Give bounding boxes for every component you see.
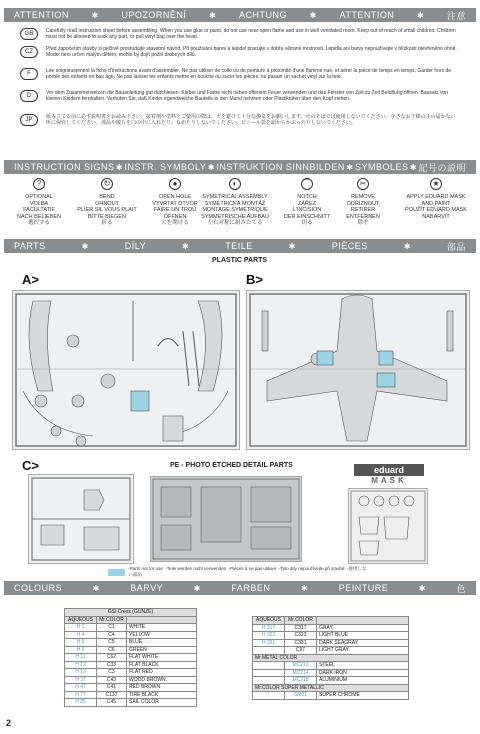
color-row xyxy=(253,639,409,647)
star-separator-icon: ✱ xyxy=(207,162,215,172)
star-separator-icon: ✱ xyxy=(288,241,296,251)
sprue-c xyxy=(28,474,134,564)
color-row xyxy=(65,684,197,692)
colours-label: 色 xyxy=(456,583,466,594)
color-row xyxy=(65,646,197,654)
color-name: GRAY xyxy=(317,624,409,632)
parts-band xyxy=(4,239,476,253)
instruction-sign-label: APPLY EDUARD MASK AND PAINT POUŽÍT EDUARD MASK NABARVIT xyxy=(405,194,467,220)
color-row xyxy=(65,669,197,677)
color-name: YELLOW xyxy=(127,631,197,639)
star-separator-icon: ✱ xyxy=(182,241,190,251)
language-row xyxy=(20,46,460,58)
color-row xyxy=(253,647,409,655)
color-row xyxy=(65,654,197,662)
color-name: SUPER CHROME xyxy=(317,692,409,700)
attention-band xyxy=(4,8,476,22)
colours-label: BARVY xyxy=(130,583,164,593)
color-name: ALUMINIUM xyxy=(317,677,409,685)
color-name: TIRE BLACK xyxy=(127,691,197,699)
star-separator-icon: ✱ xyxy=(81,241,89,251)
color-row xyxy=(253,662,409,670)
sprue-label-a: A> xyxy=(22,272,39,287)
mr-color-header: Mr.COLOR xyxy=(97,616,127,624)
aqueous-code: H 85 xyxy=(65,699,97,707)
language-warning-text: Lire soigneusement la fiche d'instructions avant d'assembler. Ne pas utiliser de colle ou de peinture à proximité d'une flamme nue, et aérer la pièce de temps en temps. Garder hors de portée des enfants en bas âge. Ne pas laisser les enfants mettre en bouche ou sucer les pièces, ou passer un sachet vinyl sur la tete. xyxy=(46,68,452,80)
color-name: DARK IRON xyxy=(317,669,409,677)
aqueous-code: H 37 xyxy=(65,676,97,684)
language-warning-text: Carefully read instruction sheet before assembling. When you use glue or paint, do not use near open flame and use in well ventilated room. Keep out of reach of small children. Children must not be allowed to suck any part, or pull vinyl bag over the head. xyxy=(46,28,456,40)
color-row xyxy=(253,624,409,632)
signs-label: 記号の説明 xyxy=(418,162,466,173)
color-table-left xyxy=(64,608,197,707)
aqueous-code xyxy=(253,677,285,685)
instruction-sign-icon: ↻ xyxy=(101,178,113,190)
unused-parts-text: -Parts not for use. -Teile werden nicht verwenden. -Pièces à ne pas utiliser. -Tyto díly nepoužívejte při stavbě. -使用しない部品 xyxy=(128,566,367,577)
color-name: FLAT WHITE xyxy=(127,654,197,662)
star-separator-icon: ✱ xyxy=(115,162,124,172)
sprue-label-b: B> xyxy=(246,272,263,287)
color-name: DARK SEAGRAY xyxy=(317,639,409,647)
mr-color-code: SM01 xyxy=(285,692,317,700)
sprue-b xyxy=(246,290,470,450)
color-name: LIGHT BLUE xyxy=(317,632,409,640)
color-name: BLUE xyxy=(127,639,197,647)
mr-color-code: C317 xyxy=(285,624,317,632)
aqueous-code: H 13 xyxy=(65,669,97,677)
mr-color-code: MC213 xyxy=(285,662,317,670)
parts-label: PIÈCES xyxy=(331,241,368,251)
mr-color-code: C331 xyxy=(285,639,317,647)
attention-label: ACHTUNG xyxy=(238,10,287,20)
parts-legend xyxy=(108,568,370,576)
instruction-sign-icon: ● xyxy=(169,178,181,190)
star-separator-icon: ✱ xyxy=(209,10,217,20)
aqueous-code xyxy=(253,662,285,670)
parts-label: TEILE xyxy=(225,241,253,251)
instruction-sign xyxy=(396,178,476,220)
mask-brand: eduard xyxy=(354,464,424,476)
star-separator-icon: ✱ xyxy=(418,583,426,593)
attention-label: ATTENTION xyxy=(339,10,395,20)
mr-color-code: C1 xyxy=(97,624,127,632)
language-row xyxy=(20,114,460,126)
star-separator-icon: ✱ xyxy=(309,10,317,20)
color-name: WHITE xyxy=(127,624,197,632)
mr-color-code: C41 xyxy=(97,684,127,692)
color-name: SAIL COLOR xyxy=(127,699,197,707)
aqueous-header-right: AQUEOUS xyxy=(253,617,285,625)
color-row xyxy=(65,624,197,632)
aqueous-header: AQUEOUS xyxy=(65,616,97,624)
instruction-signs-band xyxy=(4,160,476,174)
language-row xyxy=(20,90,460,102)
color-row xyxy=(65,691,197,699)
aqueous-code xyxy=(253,647,285,655)
color-table-right xyxy=(252,616,409,700)
mask-sheet xyxy=(348,488,428,564)
mr-color-header-right: Mr.COLOR xyxy=(285,617,317,625)
color-name: LIGHT GRAY xyxy=(317,647,409,655)
star-separator-icon: ✱ xyxy=(409,162,418,172)
unused-parts-swatch xyxy=(108,569,125,576)
parts-label: PARTS xyxy=(14,241,46,251)
language-row xyxy=(20,68,460,80)
mr-color-code: C137 xyxy=(97,691,127,699)
mr-color-code: C33 xyxy=(97,661,127,669)
instruction-sign xyxy=(4,178,74,227)
aqueous-code: H 4 xyxy=(65,631,97,639)
color-row xyxy=(65,699,197,707)
language-code-badge: F xyxy=(20,68,38,80)
aqueous-code: H 331 xyxy=(253,639,285,647)
language-warning-text: Vor dem Zusammensetzen die Bauanleitung gut durchlesen. Kleber und Farbe nicht neben offenem Feuer verwenden und das Fenster von Zeit zu Zeit Belüftung öffnen. Bausatz von kleinen Kindern fernhalten. Verhüten Sie, daß Kinder irgendwelche Bauteile in den Mund nehmen oder Plastiktüten über den Kopf ziehen. xyxy=(46,90,449,102)
attention-label: 注意 xyxy=(446,10,466,21)
aqueous-code: H 5 xyxy=(65,639,97,647)
color-row xyxy=(65,661,197,669)
color-name: STEEL xyxy=(317,662,409,670)
color-row xyxy=(65,676,197,684)
sprue-a xyxy=(12,290,240,450)
instruction-sign-label: REMOVE ODŘÍZNOUT RETIRER ENTFERNEN 除ぞ xyxy=(346,194,380,226)
color-row xyxy=(253,692,409,700)
instruction-sign-label: BEND OHNOUT PLIER SIL VOUS PLAIT BITTE BIEGEN 折る xyxy=(77,194,137,226)
color-name: WOOD BROWN xyxy=(127,676,197,684)
gsi-title: GSi Creos (GUNZE) xyxy=(65,609,197,617)
mr-color-code: MC218 xyxy=(285,677,317,685)
instruction-sign-label: OPTIONAL VOLBA FACULTATIF NACH BELIEBEN 選択する xyxy=(16,194,61,226)
instruction-sign-label: NOTCH ZÁŘEZ L'INCISION DER EINSCHNITT 切る xyxy=(283,194,331,226)
mr-color-code: C45 xyxy=(97,699,127,707)
mr-color-code: C6 xyxy=(97,646,127,654)
signs-label: SYMBOLES xyxy=(354,162,409,172)
instruction-sign xyxy=(328,178,398,227)
aqueous-code: H 6 xyxy=(65,646,97,654)
signs-label: INSTRUCTION SIGNS xyxy=(14,162,115,172)
signs-label: INSTRUKTION SINNBILDEN xyxy=(216,162,345,172)
parts-label: DÍLY xyxy=(124,241,147,251)
language-code-badge: GB xyxy=(20,28,38,40)
color-name: RED BROWN xyxy=(127,684,197,692)
color-name: FLAT RED xyxy=(127,669,197,677)
mr-color-code: C3 xyxy=(97,669,127,677)
instruction-sign-icon: ✂ xyxy=(357,178,369,190)
language-warning-text: 組み立てる前に必ず説明書をお読み下さい。接着剤や塗料をご使用の際は、火を避けて十分な換気をお願いします。火のそばでは使用しないでください。小さなお子様の手の届かない所に保管してください。部品や破片を口の中に入れたり、なめたりしないでください。ビニール袋を頭からかぶったりしないでください。 xyxy=(46,114,456,126)
language-row xyxy=(20,28,460,40)
attention-label: ATTENTION xyxy=(14,10,69,20)
mr-color-code: C97 xyxy=(285,647,317,655)
plastic-parts-title: PLASTIC PARTS xyxy=(212,257,268,264)
star-separator-icon: ✱ xyxy=(417,10,425,20)
aqueous-code: H 12 xyxy=(65,661,97,669)
instruction-sign-icon: ⌒ xyxy=(303,179,311,188)
language-code-badge: JP xyxy=(20,114,38,126)
mr-color-code: MC214 xyxy=(285,669,317,677)
color-section-title: Mr.METAL COLOR xyxy=(253,654,409,662)
color-section-title: Mr.COLOR SUPER METALLIC xyxy=(253,684,409,692)
star-separator-icon: ✱ xyxy=(91,10,99,20)
page-number: 2 xyxy=(6,718,12,728)
language-code-badge: D xyxy=(20,90,38,102)
pe-fret xyxy=(150,476,302,562)
colours-label: PEINTURE xyxy=(338,583,389,593)
instruction-sign-icon: ◐ xyxy=(229,178,241,190)
aqueous-code xyxy=(253,692,285,700)
instruction-sign-label: SYMETRICAL ASSEMBLY SYMETRICKÁ MONTÁŽ MONTAGE SYMÉTRIQUE SYMMETRISCHE AUFBAU 左右対称に組みたてる xyxy=(201,194,269,226)
signs-label: INSTR. SYMBOLY xyxy=(124,162,207,172)
star-separator-icon: ✱ xyxy=(300,583,309,593)
color-row xyxy=(65,639,197,647)
colours-band xyxy=(4,581,476,595)
aqueous-code: H 77 xyxy=(65,691,97,699)
mr-color-code: C62 xyxy=(97,654,127,662)
pe-title: PE - PHOTO ETCHED DETAIL PARTS xyxy=(170,462,293,469)
mask-label: MASK xyxy=(371,476,407,485)
parts-label: 部品 xyxy=(446,241,466,252)
color-row xyxy=(253,632,409,640)
language-warning-text: Před započetím stavby si pečlivě prostudujte stavební návod. Při používání barev a lepidel pracujte v dobře větrané místnosti. Lepidla ani barvy nepoužívejte v blízkosti otevřeného ohně. Model není určen malým dětem, mohlo by dojít požití drobných dílů. xyxy=(46,46,457,58)
mr-color-code: C5 xyxy=(97,639,127,647)
instruction-sign xyxy=(72,178,142,227)
attention-label: UPOZORNĚNÍ xyxy=(121,10,187,20)
colours-label: FARBEN xyxy=(231,583,271,593)
aqueous-code: H 11 xyxy=(65,654,97,662)
color-name: GREEN xyxy=(127,646,197,654)
color-row xyxy=(253,669,409,677)
aqueous-code: H 1 xyxy=(65,624,97,632)
instruction-sign-icon: ? xyxy=(33,178,45,190)
colours-label: COLOURS xyxy=(14,583,63,593)
instruction-sign xyxy=(200,178,270,227)
mr-color-code: C43 xyxy=(97,676,127,684)
star-separator-icon: ✱ xyxy=(403,241,411,251)
mr-color-code: C4 xyxy=(97,631,127,639)
color-row xyxy=(253,677,409,685)
instruction-sign-icon: ★ xyxy=(430,178,442,190)
star-separator-icon: ✱ xyxy=(92,583,100,593)
star-separator-icon: ✱ xyxy=(193,583,201,593)
aqueous-code: H 317 xyxy=(253,624,285,632)
instruction-sign-label: OPEN HOLE VYVRTAT OTVOR FAIRE UN TROU ÖFFNEN 穴を開ける xyxy=(152,194,198,226)
language-code-badge: CZ xyxy=(20,46,38,58)
aqueous-code xyxy=(253,669,285,677)
aqueous-code: H 323 xyxy=(253,632,285,640)
sprue-label-c: C> xyxy=(22,458,39,473)
color-name: FLAT BLACK xyxy=(127,661,197,669)
aqueous-code: H 47 xyxy=(65,684,97,692)
color-row xyxy=(65,631,197,639)
star-separator-icon: ✱ xyxy=(346,162,354,172)
mr-color-code: C323 xyxy=(285,632,317,640)
